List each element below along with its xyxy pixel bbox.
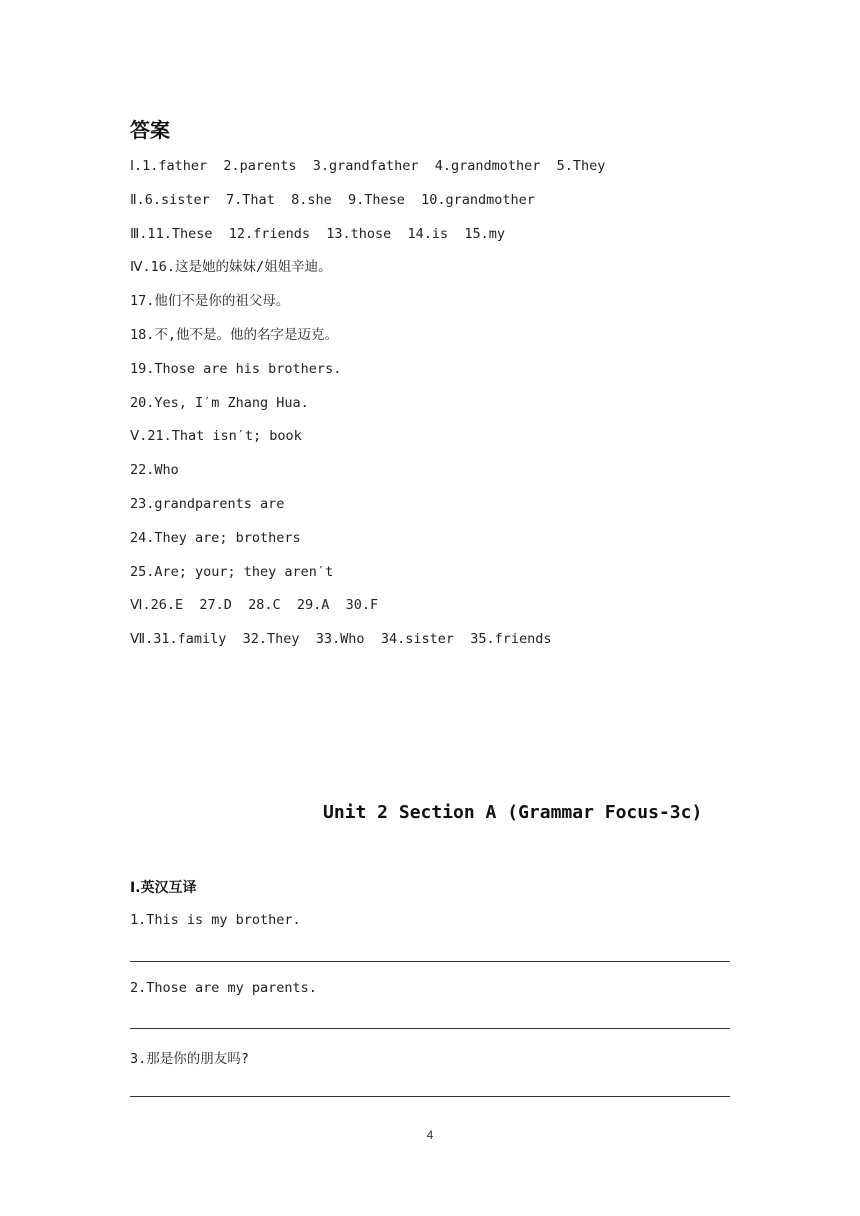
answer-line-4: Ⅳ.16.这是她的妹妹/姐姐辛迪。 [130,259,332,276]
answer-line-blank-3[interactable] [130,1096,730,1097]
answer-line-7: 19.Those are his brothers. [130,360,342,377]
answer-line-8: 20.Yes, I′m Zhang Hua. [130,394,309,411]
answer-line-9: Ⅴ.21.That isn′t; book [130,428,302,445]
unit-title: Unit 2 Section A (Grammar Focus-3c) [323,802,703,823]
answer-line-13: 25.Are; your; they aren′t [130,563,334,580]
answers-heading: 答案 [130,118,170,142]
answer-line-1: Ⅰ.1.father 2.parents 3.grandfather 4.grandmother 5.They [130,158,606,174]
answer-line-blank-2[interactable] [130,1028,730,1029]
answer-line-10: 22.Who [130,462,179,479]
answer-line-2: Ⅱ.6.sister 7.That 8.she 9.These 10.grandmother [130,191,535,208]
answer-line-5: 17.他们不是你的祖父母。 [130,293,290,310]
question-2: 2.Those are my parents. [130,980,317,996]
answer-line-blank-1[interactable] [130,961,730,962]
answer-line-12: 24.They are; brothers [130,529,301,546]
answer-key [130,155,750,662]
question-1: 1.This is my brother. [130,912,301,928]
answer-line-14: Ⅵ.26.E 27.D 28.C 29.A 30.F [130,597,379,614]
answer-line-11: 23.grandparents are [130,495,285,512]
question-3: 3.那是你的朋友吗? [130,1051,249,1067]
exercise-heading: Ⅰ.英汉互译 [130,880,197,896]
page-number: 4 [426,1128,434,1142]
answer-line-15: Ⅶ.31.family 32.They 33.Who 34.sister 35.friends [130,631,552,648]
answer-line-6: 18.不,他不是。他的名字是迈克。 [130,326,339,343]
answer-line-3: Ⅲ.11.These 12.friends 13.those 14.is 15.my [130,225,506,242]
